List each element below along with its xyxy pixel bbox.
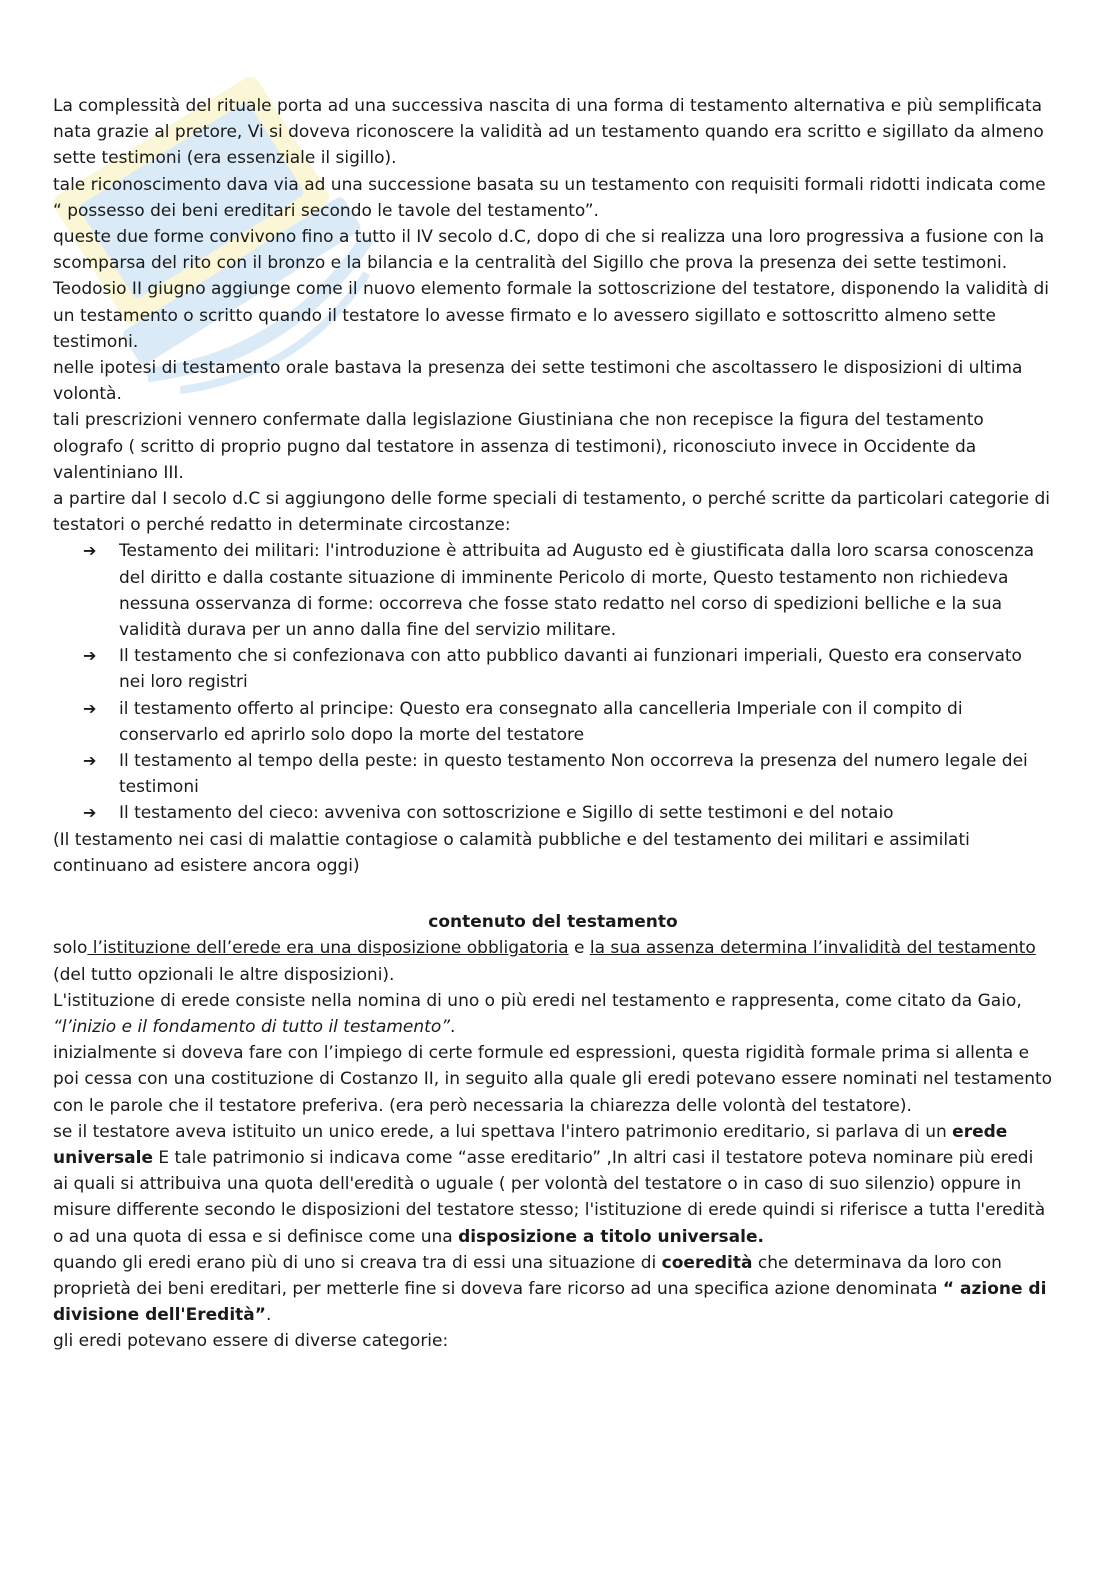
paragraph: inizialmente si doveva fare con l’impiego di certe formule ed espressioni, questa rigidità formale prima si allenta e poi cessa con una costituzione di Costanzo II, in seguito alla quale gli eredi potevano essere nominati nel testamento con le parole che il testatore preferiva. (era però necessaria la chiarezza delle volontà del testatore). bbox=[53, 1043, 1053, 1116]
paragraph: tali prescrizioni vennero confermate dalla legislazione Giustiniana che non recepisce la figura del testamento olografo ( scritto di proprio pugno dal testatore in assenza di testimoni), riconosciuto invece in Occidente da valentiniano III. bbox=[53, 410, 984, 483]
text-run: che determinava da loro con proprietà dei beni ereditari, per metterle fine si doveva fare ricorso ad una specifica azione denominata bbox=[53, 1252, 1002, 1299]
text-run: quando gli eredi erano più di uno si creava tra di essi una situazione di bbox=[53, 1252, 662, 1273]
underlined-text: l’istituzione dell’erede era una disposizione obbligatoria bbox=[87, 938, 569, 959]
text-run: E tale patrimonio si indicava come “asse ereditario” ,In altri casi il testatore poteva nominare più eredi ai quali si attribuiva una quota dell'eredità o uguale ( per volontà del testatore o in caso di suo silenzio) oppure in misure differente secondo le disposizioni del testatore stesso; l'istituzione di erede quindi si riferisce a tutta l'eredità o ad una quota di essa e si definisce come una bbox=[53, 1147, 1046, 1247]
text-run: . bbox=[450, 1016, 456, 1037]
italic-quote: “l’inizio e il fondamento di tutto il testamento” bbox=[53, 1016, 451, 1037]
underlined-text: la sua assenza determina l’invalidità del testamento bbox=[589, 938, 1036, 959]
text-run: e bbox=[568, 938, 590, 959]
bullet-list bbox=[53, 538, 1053, 826]
text-run: solo bbox=[53, 938, 88, 959]
paragraph-istituzione bbox=[53, 988, 1053, 1040]
text-run: (del tutto opzionali le altre disposizioni). bbox=[53, 964, 395, 985]
list-item: ➔ Il testamento che si confezionava con atto pubblico davanti ai funzionari imperiali, Questo era conservato nei loro registri bbox=[119, 643, 1053, 695]
paragraph: tale riconoscimento dava via ad una successione basata su un testamento con requisiti formali ridotti indicata come “ possesso dei beni ereditari secondo le tavole del testamento”. bbox=[53, 174, 1046, 221]
bold-term: coeredità bbox=[661, 1252, 753, 1273]
list-item: ➔ Il testamento del cieco: avveniva con sottoscrizione e Sigillo di sette testimoni e del notaio bbox=[119, 800, 1053, 826]
paragraph: La complessità del rituale porta ad una successiva nascita di una forma di testamento alternativa e più semplificata nata grazie al pretore, Vi si doveva riconoscere la validità ad un testamento quando era scritto e sigillato da almeno sette testimoni (era essenziale il sigillo). bbox=[53, 96, 1044, 169]
list-item: ➔ Testamento dei militari: l'introduzione è attribuita ad Augusto ed è giustificata dalla loro scarsa conoscenza del diritto e dalla costante situazione di imminente Pericolo di morte, Questo testamento non richiedeva nessuna osservanza di forme: occorreva che fosse stato redatto nel corso di spedizioni belliche e la sua validità durava per un anno dalla fine del servizio militare. bbox=[119, 538, 1053, 643]
text-run: se il testatore aveva istituito un unico erede, a lui spettava l'intero patrimonio ereditario, si parlava di un bbox=[53, 1121, 953, 1142]
bold-term: erede universale bbox=[53, 1121, 1008, 1168]
list-item: ➔ Il testamento al tempo della peste: in questo testamento Non occorreva la presenza del numero legale dei testimoni bbox=[119, 748, 1053, 800]
paragraph-coeredita bbox=[53, 1250, 1053, 1329]
paragraph: Teodosio II giugno aggiunge come il nuovo elemento formale la sottoscrizione del testatore, disponendo la validità di un testamento o scritto quando il testatore lo avesse firmato e lo avessero sigillato e sottoscritto almeno sette testimoni. bbox=[53, 279, 1050, 352]
list-item: ➔ il testamento offerto al principe: Questo era consegnato alla cancelleria Imperiale con il compito di conservarlo ed aprirlo solo dopo la morte del testatore bbox=[119, 696, 1053, 748]
paragraph: a partire dal I secolo d.C si aggiungono delle forme speciali di testamento, o perché scritte da particolari categorie di testatori o perché redatto in determinate circostanze: bbox=[53, 489, 1051, 536]
paragraph: gli eredi potevano essere di diverse categorie: bbox=[53, 1331, 449, 1352]
text-run: L'istituzione di erede consiste nella nomina di uno o più eredi nel testamento e rappresenta, come citato da Gaio, bbox=[53, 990, 1022, 1011]
paragraph: nelle ipotesi di testamento orale bastava la presenza dei sette testimoni che ascoltassero le disposizioni di ultima volontà. bbox=[53, 358, 1023, 405]
bold-term: “ azione di divisione dell'Eredità” bbox=[53, 1278, 1047, 1326]
text-run: . bbox=[265, 1305, 272, 1326]
document-page bbox=[53, 93, 1053, 1355]
paragraph-solo bbox=[53, 935, 1053, 987]
section-heading: contenuto del testamento bbox=[428, 912, 678, 933]
paragraph-unico bbox=[53, 1119, 1053, 1250]
note-paragraph: (Il testamento nei casi di malattie contagiose o calamità pubbliche e del testamento dei militari e assimilati continuano ad esistere ancora oggi) bbox=[53, 829, 970, 876]
paragraph: queste due forme convivono fino a tutto il IV secolo d.C, dopo di che si realizza una loro progressiva a fusione con la scomparsa del rito con il bronzo e la bilancia e la centralità del Sigillo che prova la presenza dei sette testimoni. bbox=[53, 227, 1045, 274]
spacer bbox=[53, 879, 1053, 909]
bold-term: disposizione a titolo universale. bbox=[458, 1226, 764, 1247]
